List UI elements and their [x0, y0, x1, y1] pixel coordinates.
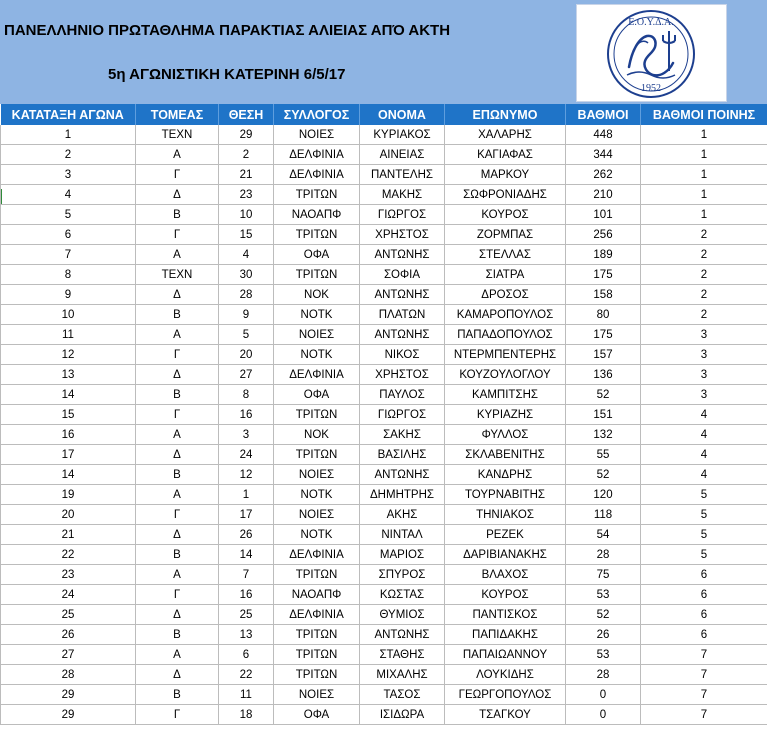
points-cell[interactable]: 118: [566, 505, 641, 525]
first-name-cell[interactable]: ΘΥΜΙΟΣ: [360, 605, 445, 625]
club-cell[interactable]: ΝΟΤΚ: [274, 345, 360, 365]
points-cell[interactable]: 52: [566, 465, 641, 485]
surname-cell[interactable]: ΤΗΝΙΑΚΟΣ: [445, 505, 566, 525]
points-cell[interactable]: 256: [566, 225, 641, 245]
surname-cell[interactable]: ΚΥΡΙΑΖΗΣ: [445, 405, 566, 425]
table-row: [1, 265, 767, 285]
surname-cell[interactable]: ΚΑΜΑΡΟΠΟΥΛΟΣ: [445, 305, 566, 325]
penalty-points-cell[interactable]: 7: [641, 685, 767, 705]
penalty-points-cell[interactable]: 6: [641, 605, 767, 625]
col-header-penalty-points[interactable]: ΒΑΘΜΟΙ ΠΟΙΝΗΣ: [641, 104, 767, 125]
position-cell[interactable]: 26: [219, 525, 274, 545]
points-cell[interactable]: 80: [566, 305, 641, 325]
position-cell[interactable]: 27: [219, 365, 274, 385]
club-cell[interactable]: ΝΟΤΚ: [274, 485, 360, 505]
penalty-points-cell[interactable]: 7: [641, 705, 767, 725]
surname-cell[interactable]: ΤΟΥΡΝΑΒΙΤΗΣ: [445, 485, 566, 505]
position-cell[interactable]: 2: [219, 145, 274, 165]
position-cell[interactable]: 18: [219, 705, 274, 725]
points-cell[interactable]: 262: [566, 165, 641, 185]
penalty-points-cell[interactable]: 3: [641, 325, 767, 345]
col-header-surname[interactable]: ΕΠΩΝΥΜΟ: [445, 104, 566, 125]
points-cell[interactable]: 53: [566, 585, 641, 605]
table-row: [1, 325, 767, 345]
position-cell[interactable]: 16: [219, 585, 274, 605]
penalty-points-cell[interactable]: 1: [641, 185, 767, 205]
surname-cell[interactable]: ΝΤΕΡΜΠΕΝΤΕΡΗΣ: [445, 345, 566, 365]
position-cell[interactable]: 1: [219, 485, 274, 505]
surname-cell[interactable]: ΡΕΖΕΚ: [445, 525, 566, 545]
points-cell[interactable]: 157: [566, 345, 641, 365]
rank-cell[interactable]: 14: [1, 465, 136, 485]
rank-cell[interactable]: 29: [1, 685, 136, 705]
col-header-sector[interactable]: ΤΟΜΕΑΣ: [136, 104, 219, 125]
penalty-points-cell[interactable]: 3: [641, 385, 767, 405]
points-cell[interactable]: 28: [566, 665, 641, 685]
sector-cell[interactable]: Β: [136, 625, 219, 645]
surname-cell[interactable]: ΣΚΛΑΒΕΝΙΤΗΣ: [445, 445, 566, 465]
position-cell[interactable]: 17: [219, 505, 274, 525]
first-name-cell[interactable]: ΑΝΤΩΝΗΣ: [360, 625, 445, 645]
table-row: [1, 525, 767, 545]
sector-cell[interactable]: Β: [136, 305, 219, 325]
first-name-cell[interactable]: ΝΙΚΟΣ: [360, 345, 445, 365]
col-header-position[interactable]: ΘΕΣΗ: [219, 104, 274, 125]
points-cell[interactable]: 132: [566, 425, 641, 445]
table-row: [1, 125, 767, 145]
rank-cell[interactable]: 2: [1, 145, 136, 165]
sector-cell[interactable]: Δ: [136, 445, 219, 465]
surname-cell[interactable]: ΦΥΛΛΟΣ: [445, 425, 566, 445]
points-cell[interactable]: 54: [566, 525, 641, 545]
sector-cell[interactable]: Γ: [136, 705, 219, 725]
penalty-points-cell[interactable]: 4: [641, 465, 767, 485]
sector-cell[interactable]: ΤΕΧΝ: [136, 125, 219, 145]
table-row: [1, 225, 767, 245]
penalty-points-cell[interactable]: 4: [641, 425, 767, 445]
club-cell[interactable]: ΤΡΙΤΩΝ: [274, 625, 360, 645]
points-cell[interactable]: 175: [566, 325, 641, 345]
table-row: [1, 685, 767, 705]
table-row: [1, 385, 767, 405]
club-cell[interactable]: ΟΦΑ: [274, 705, 360, 725]
position-cell[interactable]: 13: [219, 625, 274, 645]
rank-cell[interactable]: 24: [1, 585, 136, 605]
col-header-points[interactable]: ΒΑΘΜΟΙ: [566, 104, 641, 125]
first-name-cell[interactable]: ΑΝΤΩΝΗΣ: [360, 285, 445, 305]
rank-cell[interactable]: 16: [1, 425, 136, 445]
position-cell[interactable]: 29: [219, 125, 274, 145]
first-name-cell[interactable]: ΣΟΦΙΑ: [360, 265, 445, 285]
club-cell[interactable]: ΤΡΙΤΩΝ: [274, 185, 360, 205]
table-row: [1, 425, 767, 445]
rank-cell[interactable]: 14: [1, 385, 136, 405]
first-name-cell[interactable]: ΑΝΤΩΝΗΣ: [360, 325, 445, 345]
club-cell[interactable]: ΝΟΚ: [274, 285, 360, 305]
points-cell[interactable]: 210: [566, 185, 641, 205]
sector-cell[interactable]: Α: [136, 245, 219, 265]
penalty-points-cell[interactable]: 4: [641, 445, 767, 465]
club-cell[interactable]: ΝΟΙΕΣ: [274, 505, 360, 525]
first-name-cell[interactable]: ΓΙΩΡΓΟΣ: [360, 205, 445, 225]
club-cell[interactable]: ΝΑΟΑΠΦ: [274, 585, 360, 605]
points-cell[interactable]: 189: [566, 245, 641, 265]
table-row: [1, 705, 767, 725]
points-cell[interactable]: 53: [566, 645, 641, 665]
table-row: [1, 465, 767, 485]
table-row: [1, 445, 767, 465]
penalty-points-cell[interactable]: 2: [641, 225, 767, 245]
sector-cell[interactable]: Α: [136, 325, 219, 345]
club-cell[interactable]: ΤΡΙΤΩΝ: [274, 445, 360, 465]
table-row: [1, 185, 767, 205]
club-cell[interactable]: ΔΕΛΦΙΝΙΑ: [274, 365, 360, 385]
position-cell[interactable]: 25: [219, 605, 274, 625]
rank-cell[interactable]: 9: [1, 285, 136, 305]
rank-cell[interactable]: 22: [1, 545, 136, 565]
club-cell[interactable]: ΤΡΙΤΩΝ: [274, 405, 360, 425]
club-cell[interactable]: ΝΟΤΚ: [274, 305, 360, 325]
surname-cell[interactable]: ΠΑΝΤΙΣΚΟΣ: [445, 605, 566, 625]
rank-cell[interactable]: 27: [1, 645, 136, 665]
table-row: [1, 345, 767, 365]
sector-cell[interactable]: Δ: [136, 525, 219, 545]
sector-cell[interactable]: Α: [136, 425, 219, 445]
table-row: [1, 645, 767, 665]
first-name-cell[interactable]: ΓΙΩΡΓΟΣ: [360, 405, 445, 425]
sector-cell[interactable]: Α: [136, 485, 219, 505]
points-cell[interactable]: 120: [566, 485, 641, 505]
rank-cell[interactable]: 19: [1, 485, 136, 505]
sector-cell[interactable]: Α: [136, 645, 219, 665]
penalty-points-cell[interactable]: 6: [641, 625, 767, 645]
sector-cell[interactable]: Β: [136, 465, 219, 485]
surname-cell[interactable]: ΠΑΠΙΔΑΚΗΣ: [445, 625, 566, 645]
rank-cell[interactable]: 25: [1, 605, 136, 625]
surname-cell[interactable]: ΚΟΥΡΟΣ: [445, 585, 566, 605]
table-row: [1, 505, 767, 525]
club-cell[interactable]: ΝΟΚ: [274, 425, 360, 445]
col-header-first-name[interactable]: ΟΝΟΜΑ: [360, 104, 445, 125]
position-cell[interactable]: 9: [219, 305, 274, 325]
table-row: [1, 365, 767, 385]
club-cell[interactable]: ΔΕΛΦΙΝΙΑ: [274, 165, 360, 185]
points-cell[interactable]: 136: [566, 365, 641, 385]
rank-cell[interactable]: 5: [1, 205, 136, 225]
rank-cell[interactable]: 17: [1, 445, 136, 465]
club-cell[interactable]: ΔΕΛΦΙΝΙΑ: [274, 145, 360, 165]
points-cell[interactable]: 0: [566, 685, 641, 705]
surname-cell[interactable]: ΠΑΠΑΙΩΑΝΝΟΥ: [445, 645, 566, 665]
first-name-cell[interactable]: ΜΑΡΙΟΣ: [360, 545, 445, 565]
surname-cell[interactable]: ΚΟΥΡΟΣ: [445, 205, 566, 225]
first-name-cell[interactable]: ΜΙΧΑΛΗΣ: [360, 665, 445, 685]
position-cell[interactable]: 7: [219, 565, 274, 585]
points-cell[interactable]: 448: [566, 125, 641, 145]
surname-cell[interactable]: ΚΑΝΔΡΗΣ: [445, 465, 566, 485]
first-name-cell[interactable]: ΚΥΡΙΑΚΟΣ: [360, 125, 445, 145]
penalty-points-cell[interactable]: 5: [641, 485, 767, 505]
surname-cell[interactable]: ΔΑΡΙΒΙΑΝΑΚΗΣ: [445, 545, 566, 565]
points-cell[interactable]: 344: [566, 145, 641, 165]
position-cell[interactable]: 4: [219, 245, 274, 265]
table-row: [1, 145, 767, 165]
surname-cell[interactable]: ΒΛΑΧΟΣ: [445, 565, 566, 585]
position-cell[interactable]: 8: [219, 385, 274, 405]
table-row: [1, 545, 767, 565]
points-cell[interactable]: 75: [566, 565, 641, 585]
points-cell[interactable]: 52: [566, 385, 641, 405]
first-name-cell[interactable]: ΠΑΝΤΕΛΗΣ: [360, 165, 445, 185]
table-row: [1, 205, 767, 225]
penalty-points-cell[interactable]: 3: [641, 345, 767, 365]
points-cell[interactable]: 151: [566, 405, 641, 425]
penalty-points-cell[interactable]: 2: [641, 285, 767, 305]
table-row: [1, 245, 767, 265]
penalty-points-cell[interactable]: 3: [641, 365, 767, 385]
penalty-points-cell[interactable]: 6: [641, 565, 767, 585]
rank-cell[interactable]: 11: [1, 325, 136, 345]
surname-cell[interactable]: ΖΟΡΜΠΑΣ: [445, 225, 566, 245]
rank-cell[interactable]: 29: [1, 705, 136, 725]
club-logo[interactable]: [576, 4, 727, 102]
first-name-cell[interactable]: ΑΙΝΕΙΑΣ: [360, 145, 445, 165]
sector-cell[interactable]: Δ: [136, 605, 219, 625]
logo-year: 1952: [641, 83, 661, 94]
surname-cell[interactable]: ΧΑΛΑΡΗΣ: [445, 125, 566, 145]
first-name-cell[interactable]: ΤΑΣΟΣ: [360, 685, 445, 705]
col-header-rank[interactable]: ΚΑΤΑΤΑΞΗ ΑΓΩΝΑ: [1, 104, 136, 125]
logo-top-text: Ε.Ο.Υ.Δ.Α.: [628, 17, 674, 28]
position-cell[interactable]: 16: [219, 405, 274, 425]
rank-cell[interactable]: 7: [1, 245, 136, 265]
sector-cell[interactable]: Α: [136, 565, 219, 585]
club-cell[interactable]: ΝΟΙΕΣ: [274, 325, 360, 345]
penalty-points-cell[interactable]: 6: [641, 585, 767, 605]
penalty-points-cell[interactable]: 2: [641, 245, 767, 265]
surname-cell[interactable]: ΚΑΜΠΙΤΣΗΣ: [445, 385, 566, 405]
penalty-points-cell[interactable]: 1: [641, 165, 767, 185]
sector-cell[interactable]: Β: [136, 545, 219, 565]
surname-cell[interactable]: ΤΣΑΓΚΟΥ: [445, 705, 566, 725]
position-cell[interactable]: 24: [219, 445, 274, 465]
points-cell[interactable]: 101: [566, 205, 641, 225]
club-cell[interactable]: ΝΟΤΚ: [274, 525, 360, 545]
first-name-cell[interactable]: ΧΡΗΣΤΟΣ: [360, 365, 445, 385]
position-cell[interactable]: 23: [219, 185, 274, 205]
club-cell[interactable]: ΝΑΟΑΠΦ: [274, 205, 360, 225]
sector-cell[interactable]: Δ: [136, 285, 219, 305]
penalty-points-cell[interactable]: 1: [641, 205, 767, 225]
penalty-points-cell[interactable]: 5: [641, 505, 767, 525]
logo-seal-icon: [577, 5, 726, 101]
rank-cell[interactable]: 20: [1, 505, 136, 525]
first-name-cell[interactable]: ΣΑΚΗΣ: [360, 425, 445, 445]
first-name-cell[interactable]: ΧΡΗΣΤΟΣ: [360, 225, 445, 245]
table-row: [1, 605, 767, 625]
position-cell[interactable]: 20: [219, 345, 274, 365]
club-cell[interactable]: ΟΦΑ: [274, 385, 360, 405]
rank-cell[interactable]: 26: [1, 625, 136, 645]
table-row: [1, 165, 767, 185]
position-cell[interactable]: 6: [219, 645, 274, 665]
points-cell[interactable]: 55: [566, 445, 641, 465]
surname-cell[interactable]: ΚΑΓΙΑΦΑΣ: [445, 145, 566, 165]
first-name-cell[interactable]: ΜΑΚΗΣ: [360, 185, 445, 205]
sector-cell[interactable]: Γ: [136, 225, 219, 245]
sector-cell[interactable]: Γ: [136, 165, 219, 185]
table-row: [1, 625, 767, 645]
sector-cell[interactable]: Β: [136, 205, 219, 225]
rank-cell[interactable]: 15: [1, 405, 136, 425]
position-cell[interactable]: 12: [219, 465, 274, 485]
club-cell[interactable]: ΔΕΛΦΙΝΙΑ: [274, 605, 360, 625]
sheet-header-band: [0, 0, 767, 104]
first-name-cell[interactable]: ΠΑΥΛΟΣ: [360, 385, 445, 405]
points-cell[interactable]: 158: [566, 285, 641, 305]
table-row: [1, 405, 767, 425]
rank-cell[interactable]: 13: [1, 365, 136, 385]
sector-cell[interactable]: Γ: [136, 345, 219, 365]
first-name-cell[interactable]: ΠΛΑΤΩΝ: [360, 305, 445, 325]
surname-cell[interactable]: ΠΑΠΑΔΟΠΟΥΛΟΣ: [445, 325, 566, 345]
position-cell[interactable]: 5: [219, 325, 274, 345]
sector-cell[interactable]: Α: [136, 145, 219, 165]
club-cell[interactable]: ΝΟΙΕΣ: [274, 125, 360, 145]
penalty-points-cell[interactable]: 7: [641, 645, 767, 665]
rank-cell[interactable]: 28: [1, 665, 136, 685]
table-row: [1, 485, 767, 505]
sector-cell[interactable]: Β: [136, 685, 219, 705]
surname-cell[interactable]: ΚΟΥΖΟΥΛΟΓΛΟΥ: [445, 365, 566, 385]
col-header-club[interactable]: ΣΥΛΛΟΓΟΣ: [274, 104, 360, 125]
penalty-points-cell[interactable]: 5: [641, 525, 767, 545]
club-cell[interactable]: ΟΦΑ: [274, 245, 360, 265]
table-row: [1, 305, 767, 325]
sector-cell[interactable]: ΤΕΧΝ: [136, 265, 219, 285]
position-cell[interactable]: 15: [219, 225, 274, 245]
first-name-cell[interactable]: ΝΙΝΤΑΛ: [360, 525, 445, 545]
first-name-cell[interactable]: ΑΝΤΩΝΗΣ: [360, 465, 445, 485]
event-subtitle[interactable]: 5η ΑΓΩΝΙΣΤΙΚΗ ΚΑΤΕΡΙΝΗ 6/5/17: [108, 66, 346, 83]
club-cell[interactable]: ΤΡΙΤΩΝ: [274, 565, 360, 585]
position-cell[interactable]: 30: [219, 265, 274, 285]
column-header-row: [1, 104, 767, 125]
club-cell[interactable]: ΝΟΙΕΣ: [274, 685, 360, 705]
surname-cell[interactable]: ΛΟΥΚΙΔΗΣ: [445, 665, 566, 685]
first-name-cell[interactable]: ΑΝΤΩΝΗΣ: [360, 245, 445, 265]
first-name-cell[interactable]: ΣΠΥΡΟΣ: [360, 565, 445, 585]
rank-cell[interactable]: 12: [1, 345, 136, 365]
first-name-cell[interactable]: ΚΩΣΤΑΣ: [360, 585, 445, 605]
sector-cell[interactable]: Δ: [136, 185, 219, 205]
position-cell[interactable]: 11: [219, 685, 274, 705]
penalty-points-cell[interactable]: 1: [641, 145, 767, 165]
first-name-cell[interactable]: ΔΗΜΗΤΡΗΣ: [360, 485, 445, 505]
sector-cell[interactable]: Β: [136, 385, 219, 405]
table-row: [1, 585, 767, 605]
rank-cell[interactable]: 8: [1, 265, 136, 285]
penalty-points-cell[interactable]: 2: [641, 265, 767, 285]
points-cell[interactable]: 175: [566, 265, 641, 285]
points-cell[interactable]: 26: [566, 625, 641, 645]
surname-cell[interactable]: ΓΕΩΡΓΟΠΟΥΛΟΣ: [445, 685, 566, 705]
club-cell[interactable]: ΝΟΙΕΣ: [274, 465, 360, 485]
position-cell[interactable]: 3: [219, 425, 274, 445]
table-row: [1, 565, 767, 585]
points-cell[interactable]: 28: [566, 545, 641, 565]
penalty-points-cell[interactable]: 1: [641, 125, 767, 145]
penalty-points-cell[interactable]: 4: [641, 405, 767, 425]
surname-cell[interactable]: ΣΤΕΛΛΑΣ: [445, 245, 566, 265]
championship-title[interactable]: ΠΑΝΕΛΛΗΝΙΟ ΠΡΩΤΑΘΛΗΜΑ ΠΑΡΑΚΤΙΑΣ ΑΛΙΕΙΑΣ ΑΠΌ ΑΚΤΗ: [4, 22, 451, 39]
club-cell[interactable]: ΔΕΛΦΙΝΙΑ: [274, 545, 360, 565]
surname-cell[interactable]: ΔΡΟΣΟΣ: [445, 285, 566, 305]
sector-cell[interactable]: Γ: [136, 405, 219, 425]
rank-cell[interactable]: 6: [1, 225, 136, 245]
table-row: [1, 285, 767, 305]
first-name-cell[interactable]: ΙΣΙΔΩΡΑ: [360, 705, 445, 725]
penalty-points-cell[interactable]: 5: [641, 545, 767, 565]
rank-cell[interactable]: 23: [1, 565, 136, 585]
club-cell[interactable]: ΤΡΙΤΩΝ: [274, 665, 360, 685]
rank-cell[interactable]: 10: [1, 305, 136, 325]
club-cell[interactable]: ΤΡΙΤΩΝ: [274, 225, 360, 245]
points-cell[interactable]: 0: [566, 705, 641, 725]
rank-cell[interactable]: 3: [1, 165, 136, 185]
rank-cell[interactable]: 1: [1, 125, 136, 145]
surname-cell[interactable]: ΣΩΦΡΟΝΙΑΔΗΣ: [445, 185, 566, 205]
penalty-points-cell[interactable]: 2: [641, 305, 767, 325]
surname-cell[interactable]: ΜΑΡΚΟΥ: [445, 165, 566, 185]
position-cell[interactable]: 10: [219, 205, 274, 225]
sector-cell[interactable]: Γ: [136, 505, 219, 525]
rank-cell[interactable]: 4: [1, 185, 136, 205]
position-cell[interactable]: 21: [219, 165, 274, 185]
table-row: [1, 665, 767, 685]
penalty-points-cell[interactable]: 7: [641, 665, 767, 685]
first-name-cell[interactable]: ΣΤΑΘΗΣ: [360, 645, 445, 665]
points-cell[interactable]: 52: [566, 605, 641, 625]
rank-cell[interactable]: 21: [1, 525, 136, 545]
sector-cell[interactable]: Γ: [136, 585, 219, 605]
sector-cell[interactable]: Δ: [136, 365, 219, 385]
club-cell[interactable]: ΤΡΙΤΩΝ: [274, 265, 360, 285]
position-cell[interactable]: 22: [219, 665, 274, 685]
first-name-cell[interactable]: ΑΚΗΣ: [360, 505, 445, 525]
position-cell[interactable]: 14: [219, 545, 274, 565]
club-cell[interactable]: ΤΡΙΤΩΝ: [274, 645, 360, 665]
results-table: [0, 104, 767, 725]
position-cell[interactable]: 28: [219, 285, 274, 305]
surname-cell[interactable]: ΣΙΑΤΡΑ: [445, 265, 566, 285]
sector-cell[interactable]: Δ: [136, 665, 219, 685]
first-name-cell[interactable]: ΒΑΣΙΛΗΣ: [360, 445, 445, 465]
